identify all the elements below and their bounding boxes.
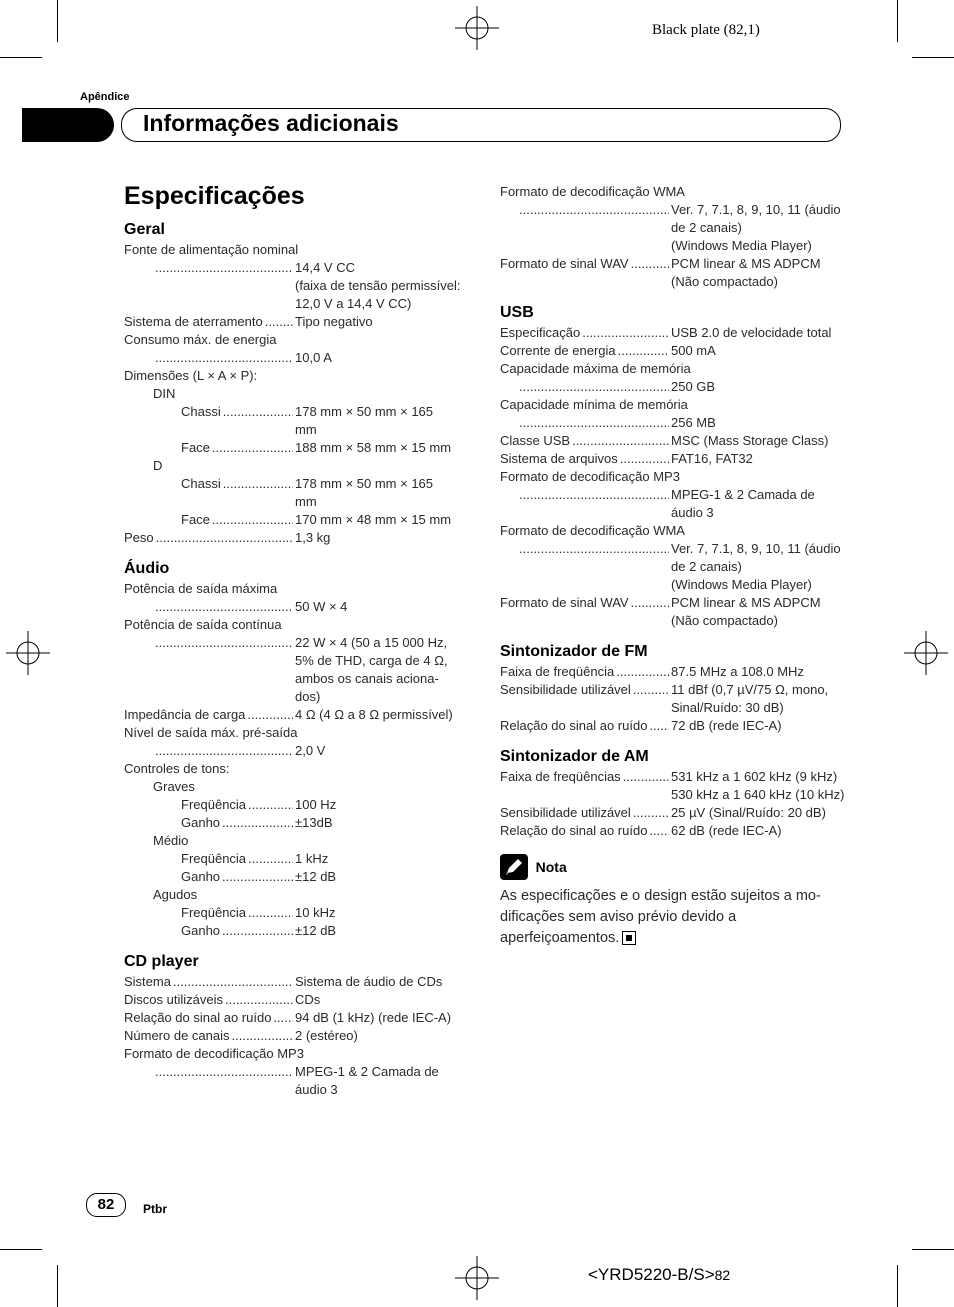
spec-value: 12,0 V a 14,4 V CC) bbox=[295, 296, 412, 311]
spec-row bbox=[124, 403, 469, 439]
spec-label: Impedância de carga bbox=[124, 707, 246, 722]
spec-value: 1,3 kg bbox=[295, 530, 331, 545]
spec-value: (Windows Media Player) bbox=[671, 238, 812, 253]
spec-label: Relação do sinal ao ruído bbox=[500, 718, 648, 733]
spec-value: USB 2.0 de velocidade total bbox=[671, 325, 832, 340]
spec-sublabel: Agudos bbox=[153, 887, 198, 902]
crop-mark bbox=[57, 1265, 58, 1307]
spec-label: Chassi bbox=[181, 404, 221, 419]
spec-label: Nível de saída máx. pré-saída bbox=[124, 725, 298, 740]
spec-label: Corrente de energia bbox=[500, 343, 616, 358]
spec-value: 14,4 V CC bbox=[295, 260, 355, 275]
spec-label: Formato de decodificação MP3 bbox=[500, 469, 680, 484]
spec-value: 22 W × 4 (50 a 15 000 Hz, bbox=[295, 635, 448, 650]
spec-label: Formato de decodificação WMA bbox=[500, 523, 685, 538]
chapter-title: Informações adicionais bbox=[143, 110, 399, 136]
spec-label: Potência de saída máxima bbox=[124, 581, 278, 596]
spec-value: mm bbox=[295, 494, 317, 509]
spec-row bbox=[124, 475, 469, 511]
spec-row bbox=[500, 540, 845, 594]
spec-label: Faixa de freqüência bbox=[500, 664, 615, 679]
spec-row bbox=[124, 973, 469, 991]
section-heading-audio: Áudio bbox=[124, 560, 170, 577]
spec-row bbox=[124, 796, 469, 814]
spec-label: Face bbox=[181, 440, 210, 455]
end-of-section-icon bbox=[622, 931, 636, 945]
spec-value: FAT16, FAT32 bbox=[671, 451, 753, 466]
spec-row bbox=[124, 1063, 469, 1099]
spec-label: Sistema de aterramento bbox=[124, 314, 263, 329]
spec-value: 2,0 V bbox=[295, 743, 326, 758]
spec-label: Controles de tons: bbox=[124, 761, 230, 776]
spec-value: ±13dB bbox=[295, 815, 333, 830]
spec-label: Dimensões (L × A × P): bbox=[124, 368, 258, 383]
note-header bbox=[500, 854, 845, 880]
spec-value: dos) bbox=[295, 689, 321, 704]
spec-row bbox=[500, 450, 845, 468]
spec-value: 178 mm × 50 mm × 165 bbox=[295, 476, 434, 491]
spec-row bbox=[124, 529, 469, 547]
spec-value: Sinal/Ruído: 30 dB) bbox=[671, 700, 784, 715]
spec-label: Capacidade mínima de memória bbox=[500, 397, 688, 412]
spec-row bbox=[124, 1027, 469, 1045]
crop-mark bbox=[0, 57, 42, 58]
spec-label: Sistema bbox=[124, 974, 171, 989]
spec-row bbox=[500, 768, 845, 804]
spec-value: áudio 3 bbox=[295, 1082, 338, 1097]
spec-label: Consumo máx. de energia bbox=[124, 332, 277, 347]
crop-mark bbox=[897, 1265, 898, 1307]
spec-value: 256 MB bbox=[671, 415, 716, 430]
spec-value: ±12 dB bbox=[295, 869, 337, 884]
chapter-tab bbox=[22, 108, 114, 142]
spec-value: 250 GB bbox=[671, 379, 716, 394]
note-text: As especificações e o design estão sujeitos a mo-dificações sem aviso prévio devido a aperfeiçoamentos. bbox=[500, 888, 821, 946]
spec-sublabel: D bbox=[153, 458, 163, 473]
spec-row bbox=[500, 378, 845, 396]
spec-row bbox=[124, 922, 469, 940]
spec-row bbox=[500, 486, 845, 522]
spec-value: 10 kHz bbox=[295, 905, 336, 920]
spec-value: de 2 canais) bbox=[671, 220, 742, 235]
spec-row bbox=[124, 598, 469, 616]
spec-label: Fonte de alimentação nominal bbox=[124, 242, 299, 257]
spec-label: Freqüência bbox=[181, 905, 247, 920]
spec-label: Formato de sinal WAV bbox=[500, 256, 629, 271]
registration-mark-icon bbox=[6, 631, 50, 675]
registration-mark-icon bbox=[904, 631, 948, 675]
model-code-text: <YRD5220-B/S> bbox=[588, 1265, 715, 1284]
spec-value: Sistema de áudio de CDs bbox=[295, 974, 443, 989]
spec-value: MSC (Mass Storage Class) bbox=[671, 433, 829, 448]
spec-row bbox=[124, 742, 469, 760]
spec-value: 1 kHz bbox=[295, 851, 329, 866]
spec-label: Formato de decodificação MP3 bbox=[124, 1046, 304, 1061]
spec-row bbox=[500, 432, 845, 450]
spec-value: 11 dBf (0,7 µV/75 Ω, mono, bbox=[671, 682, 829, 697]
spec-value: ±12 dB bbox=[295, 923, 337, 938]
spec-label: Especificação bbox=[500, 325, 581, 340]
spec-value: PCM linear & MS ADPCM bbox=[671, 256, 821, 271]
spec-value: 178 mm × 50 mm × 165 bbox=[295, 404, 434, 419]
spec-label: Ganho bbox=[181, 923, 221, 938]
spec-value: ambos os canais aciona- bbox=[295, 671, 439, 686]
model-code bbox=[588, 1265, 730, 1285]
spec-value: PCM linear & MS ADPCM bbox=[671, 595, 821, 610]
spec-label: Potência de saída contínua bbox=[124, 617, 282, 632]
spec-value: 50 W × 4 bbox=[295, 599, 348, 614]
registration-mark-icon bbox=[455, 1256, 499, 1300]
spec-value: 72 dB (rede IEC-A) bbox=[671, 718, 782, 733]
spec-value: 10,0 A bbox=[295, 350, 332, 365]
spec-label: Face bbox=[181, 512, 210, 527]
crop-mark bbox=[912, 57, 954, 58]
spec-row bbox=[124, 259, 469, 313]
spec-value: (Não compactado) bbox=[671, 613, 778, 628]
spec-label: Classe USB bbox=[500, 433, 571, 448]
spec-sublabel: Graves bbox=[153, 779, 195, 794]
section-heading-fm: Sintonizador de FM bbox=[500, 643, 648, 660]
spec-label: Número de canais bbox=[124, 1028, 230, 1043]
spec-row bbox=[124, 634, 469, 706]
spec-label: Sensibilidade utilizável bbox=[500, 805, 631, 820]
spec-value: 2 (estéreo) bbox=[295, 1028, 358, 1043]
crop-mark bbox=[897, 0, 898, 42]
crop-mark bbox=[57, 0, 58, 42]
spec-value: de 2 canais) bbox=[671, 559, 742, 574]
spec-row bbox=[500, 594, 845, 630]
spec-value: (Não compactado) bbox=[671, 274, 778, 289]
section-label: Apêndice bbox=[80, 91, 130, 103]
right-column bbox=[500, 183, 845, 949]
language-label: Ptbr bbox=[143, 1202, 167, 1216]
spec-row bbox=[500, 255, 845, 291]
section-heading-am: Sintonizador de AM bbox=[500, 748, 649, 765]
spec-row bbox=[500, 681, 845, 717]
spec-label: Relação do sinal ao ruído bbox=[500, 823, 648, 838]
spec-value: MPEG-1 & 2 Camada de bbox=[671, 487, 815, 502]
spec-label: Relação do sinal ao ruído bbox=[124, 1010, 272, 1025]
model-page-text: 82 bbox=[714, 1267, 731, 1283]
spec-label: Freqüência bbox=[181, 851, 247, 866]
plate-label: Black plate (82,1) bbox=[652, 22, 760, 38]
spec-value: MPEG-1 & 2 Camada de bbox=[295, 1064, 439, 1079]
pencil-note-icon bbox=[500, 854, 528, 880]
spec-label: Ganho bbox=[181, 815, 221, 830]
note-heading: Nota bbox=[535, 859, 567, 875]
spec-row bbox=[500, 201, 845, 255]
spec-value: 62 dB (rede IEC-A) bbox=[671, 823, 782, 838]
spec-row bbox=[500, 342, 845, 360]
page-number: 82 bbox=[86, 1193, 126, 1217]
spec-value: 531 kHz a 1 602 kHz (9 kHz) bbox=[671, 769, 838, 784]
spec-row bbox=[124, 706, 469, 724]
spec-label: Capacidade máxima de memória bbox=[500, 361, 691, 376]
spec-value: 4 Ω (4 Ω a 8 Ω permissível) bbox=[295, 707, 453, 722]
section-heading-cd: CD player bbox=[124, 953, 199, 970]
spec-row bbox=[124, 1009, 469, 1027]
spec-value: 94 dB (1 kHz) (rede IEC-A) bbox=[295, 1010, 452, 1025]
page-title: Especificações bbox=[124, 182, 305, 210]
spec-value: CDs bbox=[295, 992, 321, 1007]
spec-value: 188 mm × 58 mm × 15 mm bbox=[295, 440, 452, 455]
spec-value: 170 mm × 48 mm × 15 mm bbox=[295, 512, 452, 527]
registration-mark-icon bbox=[455, 6, 499, 50]
spec-label: Formato de sinal WAV bbox=[500, 595, 629, 610]
spec-row bbox=[500, 804, 845, 822]
spec-row bbox=[500, 717, 845, 735]
spec-label: Sistema de arquivos bbox=[500, 451, 618, 466]
spec-value: 500 mA bbox=[671, 343, 716, 358]
spec-value: (faixa de tensão permissível: bbox=[295, 278, 461, 293]
left-column bbox=[124, 220, 469, 1099]
spec-value: 100 Hz bbox=[295, 797, 337, 812]
spec-label: Chassi bbox=[181, 476, 221, 491]
spec-label: Ganho bbox=[181, 869, 221, 884]
spec-value: Tipo negativo bbox=[295, 314, 373, 329]
crop-mark bbox=[912, 1249, 954, 1250]
spec-value: 25 µV (Sinal/Ruído: 20 dB) bbox=[671, 805, 826, 820]
spec-sublabel: Médio bbox=[153, 833, 189, 848]
crop-mark bbox=[0, 1249, 42, 1250]
spec-value: 530 kHz a 1 640 kHz (10 kHz) bbox=[671, 787, 845, 802]
spec-value: (Windows Media Player) bbox=[671, 577, 812, 592]
spec-label: Freqüência bbox=[181, 797, 247, 812]
spec-row bbox=[500, 822, 845, 840]
spec-row bbox=[124, 868, 469, 886]
section-heading-usb: USB bbox=[500, 304, 534, 321]
spec-sublabel: DIN bbox=[153, 386, 176, 401]
spec-row bbox=[124, 814, 469, 832]
spec-value: mm bbox=[295, 422, 317, 437]
section-heading-geral: Geral bbox=[124, 221, 165, 238]
spec-row bbox=[124, 349, 469, 367]
note-body bbox=[500, 886, 845, 949]
spec-row bbox=[124, 904, 469, 922]
spec-value: 5% de THD, carga de 4 Ω, bbox=[295, 653, 448, 668]
spec-row bbox=[500, 324, 845, 342]
spec-row bbox=[124, 850, 469, 868]
spec-row bbox=[500, 414, 845, 432]
spec-value: 87.5 MHz a 108.0 MHz bbox=[671, 664, 804, 679]
spec-label: Discos utilizáveis bbox=[124, 992, 223, 1007]
spec-label: Sensibilidade utilizável bbox=[500, 682, 631, 697]
spec-label: Peso bbox=[124, 530, 154, 545]
spec-value: Ver. 7, 7.1, 8, 9, 10, 11 (áudio bbox=[671, 541, 841, 556]
spec-label: Formato de decodificação WMA bbox=[500, 184, 685, 199]
spec-label: Faixa de freqüências bbox=[500, 769, 621, 784]
spec-value: áudio 3 bbox=[671, 505, 714, 520]
spec-row bbox=[124, 439, 469, 457]
spec-row bbox=[500, 663, 845, 681]
spec-row bbox=[124, 991, 469, 1009]
spec-row bbox=[124, 511, 469, 529]
spec-value: Ver. 7, 7.1, 8, 9, 10, 11 (áudio bbox=[671, 202, 841, 217]
spec-row bbox=[124, 313, 469, 331]
